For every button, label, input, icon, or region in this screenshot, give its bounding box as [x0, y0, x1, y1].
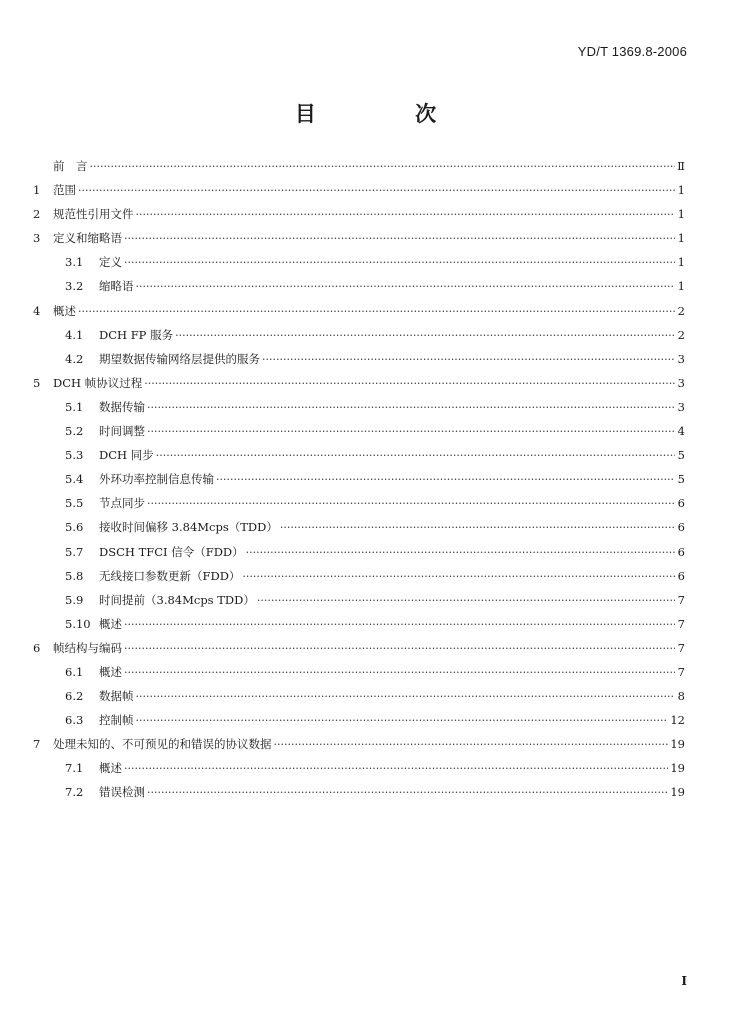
page-title: 目 次: [294, 102, 483, 126]
toc-entry-label: 概述: [99, 664, 122, 679]
toc-entry-number: 5.7: [65, 544, 84, 559]
dot-leader: [78, 184, 675, 197]
toc-entry-number: 5.5: [65, 496, 84, 511]
dot-leader: [124, 256, 675, 269]
toc-entry: [33, 471, 685, 495]
toc-entry: [33, 351, 685, 375]
toc-entry-page: 19: [670, 737, 685, 752]
toc-entry: [33, 712, 685, 736]
toc-entry-label: 概述: [99, 616, 122, 631]
toc-entry: [33, 278, 685, 302]
toc-entry-number: 6: [33, 640, 41, 655]
dot-leader: [242, 570, 675, 583]
dot-leader: [216, 473, 675, 486]
toc-entry-page: 1: [677, 255, 685, 270]
toc-entry-label: 定义和缩略语: [53, 231, 122, 246]
toc-entry: [33, 495, 685, 519]
toc-entry-number: 5.4: [65, 472, 84, 487]
toc-entry-number: 5: [33, 375, 41, 390]
toc-entry-page: 19: [670, 785, 685, 800]
toc-entry-page: 3: [677, 351, 685, 366]
dot-leader: [147, 786, 668, 799]
dot-leader: [147, 401, 675, 414]
toc-entry-number: 5.10: [65, 616, 91, 631]
toc-entry-number: 7.2: [65, 785, 84, 800]
dot-leader: [124, 666, 675, 679]
dot-leader: [156, 449, 675, 462]
toc-entry: [33, 303, 685, 327]
standard-code: YD/T 1369.8-2006: [577, 44, 687, 59]
toc-entry-number: 3.2: [65, 279, 84, 294]
dot-leader: [124, 642, 675, 655]
toc-entry: [33, 327, 685, 351]
toc-entry: [33, 592, 685, 616]
toc-entry-label: 范围: [53, 183, 76, 198]
toc-entry: [33, 423, 685, 447]
toc-entry-page: 7: [677, 616, 685, 631]
page-number: I: [681, 974, 687, 988]
toc-entry-label: 概述: [53, 303, 76, 318]
toc-entry-label: 时间提前（3.84Mcps TDD）: [99, 592, 255, 607]
toc-entry-page: 12: [670, 713, 685, 728]
toc-entry-label: 期望数据传输网络层提供的服务: [99, 351, 260, 366]
toc-entry-page: 3: [677, 375, 685, 390]
toc-entry-page: 5: [677, 472, 685, 487]
toc-entry-number: 4: [33, 303, 41, 318]
toc-entry-label: 无线接口参数更新（FDD）: [99, 568, 241, 583]
dot-leader: [124, 618, 675, 631]
toc-entry-page: 6: [677, 520, 685, 535]
dot-leader: [136, 690, 676, 703]
dot-leader: [136, 280, 676, 293]
toc-entry-number: 5.6: [65, 520, 84, 535]
dot-leader: [147, 425, 675, 438]
toc-entry-page: 4: [677, 424, 685, 439]
dot-leader: [136, 714, 669, 727]
toc-entry: [33, 568, 685, 592]
toc-entry-page: 7: [677, 664, 685, 679]
dot-leader: [78, 305, 675, 318]
toc-entry-label: 节点同步: [99, 496, 145, 511]
toc-entry-number: 7.1: [65, 761, 84, 776]
dot-leader: [147, 497, 675, 510]
toc-entry-page: 6: [677, 568, 685, 583]
toc-entry-page: 8: [677, 689, 685, 704]
toc-entry-page: 1: [677, 279, 685, 294]
toc-entry: [33, 664, 685, 688]
toc-entry-page: 2: [677, 303, 685, 318]
toc-entry-number: 4.2: [65, 351, 84, 366]
toc-entry: [33, 736, 685, 760]
toc-entry: [33, 544, 685, 568]
toc-entry: [33, 254, 685, 278]
toc-entry-page: 5: [677, 448, 685, 463]
toc-entry-page: 6: [677, 544, 685, 559]
toc-entry: [33, 182, 685, 206]
toc-entry-label: DCH 同步: [99, 448, 154, 463]
toc-entry-label: DSCH TFCI 信令（FDD）: [99, 544, 244, 559]
toc-entry: [33, 760, 685, 784]
toc-entry-label: DCH 帧协议过程: [53, 375, 143, 390]
toc-entry-number: 6.1: [65, 664, 84, 679]
toc-entry-label: 前 言: [53, 159, 88, 173]
toc-entry-label: 概述: [99, 761, 122, 776]
toc-entry: [33, 375, 685, 399]
toc-entry-label: 定义: [99, 255, 122, 270]
dot-leader: [136, 208, 676, 221]
toc-entry-number: 5.8: [65, 568, 84, 583]
toc-entry-label: 错误检测: [99, 785, 145, 800]
dot-leader: [90, 160, 676, 173]
toc-entry-number: 6.2: [65, 689, 84, 704]
toc-entry-number: 3: [33, 231, 41, 246]
toc-entry: [33, 399, 685, 423]
toc-entry-number: 6.3: [65, 713, 84, 728]
toc-entry: [33, 688, 685, 712]
toc-entry-number: 4.1: [65, 327, 84, 342]
toc-entry-number: 5.9: [65, 592, 84, 607]
toc-entry-label: 缩略语: [99, 279, 134, 294]
toc-entry-label: 时间调整: [99, 424, 145, 439]
dot-leader: [124, 232, 675, 245]
toc-entry-number: 3.1: [65, 255, 84, 270]
table-of-contents: [33, 158, 685, 809]
toc-entry-page: 3: [677, 399, 685, 414]
toc-entry: [33, 616, 685, 640]
toc-entry-number: 1: [33, 183, 41, 198]
toc-entry-label: 数据传输: [99, 399, 145, 414]
toc-entry-page: Ⅱ: [677, 159, 685, 173]
toc-entry-label: 处理未知的、不可预见的和错误的协议数据: [53, 737, 272, 752]
toc-entry: [33, 784, 685, 808]
toc-entry-label: DCH FP 服务: [99, 327, 174, 342]
dot-leader: [175, 329, 675, 342]
toc-entry-label: 外环功率控制信息传输: [99, 472, 214, 487]
toc-entry: [33, 519, 685, 543]
toc-entry-number: 5.2: [65, 424, 84, 439]
toc-entry-label: 规范性引用文件: [53, 207, 134, 222]
toc-entry-number: 7: [33, 737, 41, 752]
dot-leader: [246, 546, 675, 559]
toc-entry: [33, 230, 685, 254]
toc-entry-page: 19: [670, 761, 685, 776]
dot-leader: [262, 353, 675, 366]
toc-entry-number: 5.1: [65, 399, 84, 414]
toc-entry: [33, 158, 685, 182]
dot-leader: [280, 521, 675, 534]
toc-entry-page: 1: [677, 183, 685, 198]
dot-leader: [124, 762, 668, 775]
toc-entry-number: 2: [33, 207, 41, 222]
dot-leader: [144, 377, 675, 390]
dot-leader: [274, 738, 669, 751]
toc-entry: [33, 640, 685, 664]
toc-entry-page: 2: [677, 327, 685, 342]
dot-leader: [257, 594, 675, 607]
toc-entry-page: 1: [677, 207, 685, 222]
toc-entry-number: 5.3: [65, 448, 84, 463]
toc-entry: [33, 206, 685, 230]
toc-entry-page: 7: [677, 640, 685, 655]
toc-entry-label: 数据帧: [99, 689, 134, 704]
toc-entry: [33, 447, 685, 471]
toc-entry-label: 控制帧: [99, 713, 134, 728]
toc-entry-page: 7: [677, 592, 685, 607]
toc-entry-label: 接收时间偏移 3.84Mcps（TDD）: [99, 520, 278, 535]
toc-entry-page: 6: [677, 496, 685, 511]
toc-entry-page: 1: [677, 231, 685, 246]
toc-entry-label: 帧结构与编码: [53, 640, 122, 655]
